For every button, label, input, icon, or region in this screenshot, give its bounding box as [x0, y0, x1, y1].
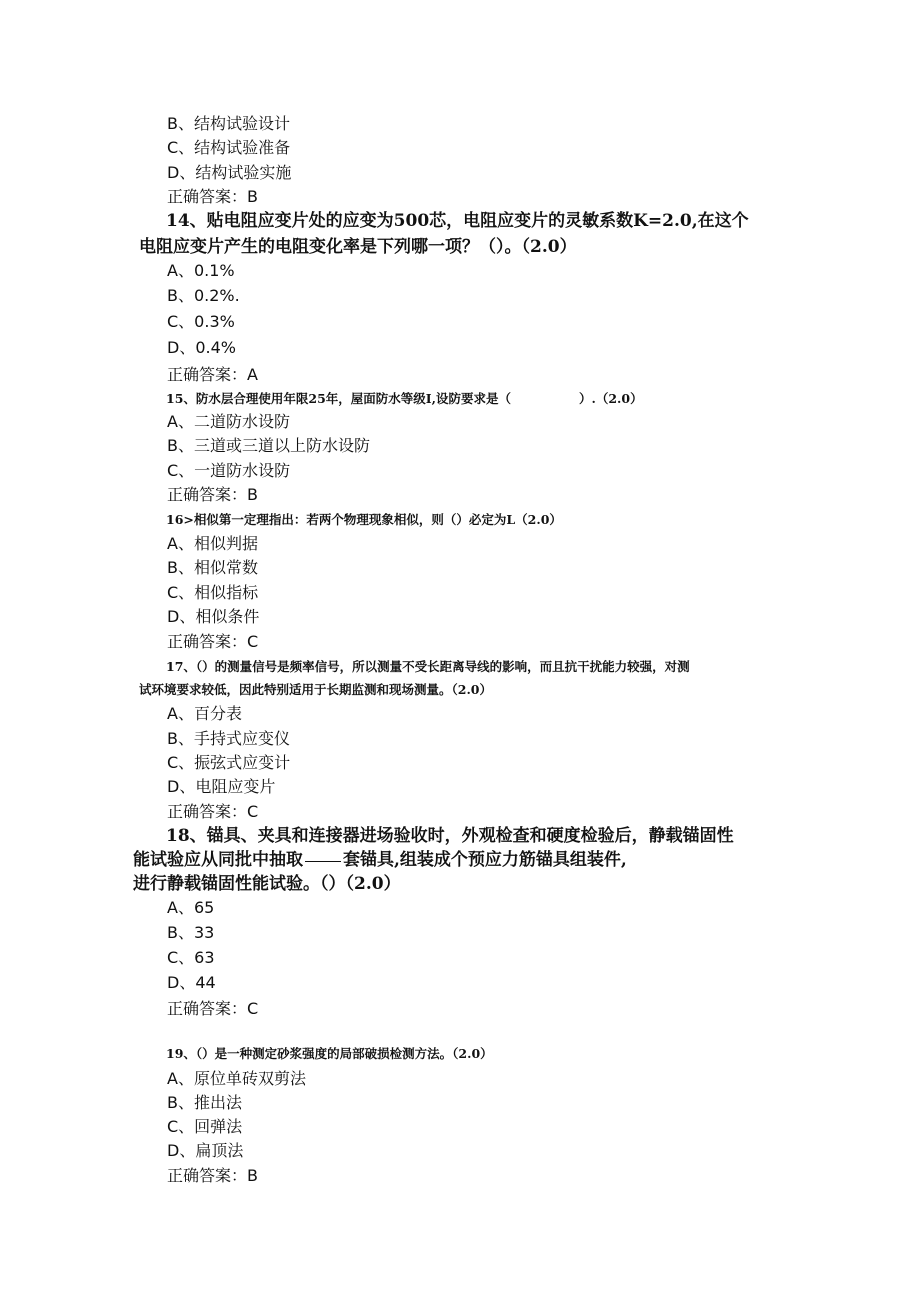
option-c: C、回弹法	[167, 1117, 243, 1136]
answer: 正确答案：C	[167, 802, 259, 821]
option-d: D、结构试验实施	[167, 163, 292, 182]
option-b: B、相似常数	[167, 558, 258, 577]
option-a: A、65	[167, 898, 215, 917]
option-c: C、63	[167, 948, 215, 967]
option-a: A、0.1%	[167, 261, 235, 280]
option-d: D、电阻应变片	[167, 777, 276, 796]
question-18-line3: 进行静载锚固性能试验。（）（2.0）	[133, 874, 401, 894]
question-18-text: 能试验应从同批中抽取	[133, 850, 303, 870]
answer: 正确答案：B	[167, 485, 258, 504]
option-b: B、33	[167, 923, 215, 942]
option-c: C、相似指标	[167, 583, 259, 602]
answer: 正确答案：B	[167, 187, 258, 206]
question-14-line1: 14、贴电阻应变片处的应变为500芯，电阻应变片的灵敏系数K=2.0,在这个	[166, 211, 749, 231]
question-15-text: 15、防水层合理使用年限25年，屋面防水等级I,设防要求是（	[166, 391, 511, 406]
option-c: C、一道防水设防	[167, 461, 291, 480]
option-b: B、三道或三道以上防水设防	[167, 436, 370, 455]
question-15	[166, 393, 643, 406]
question-17-line2: 试环境要求较低，因此特别适用于长期监测和现场测量。（2.0）	[139, 682, 492, 697]
question-16: 16>相似第一定理指出：若两个物理现象相似，则（）必定为L（2.0）	[166, 512, 562, 527]
question-18-line2	[133, 852, 627, 869]
question-18-line1: 18、锚具、夹具和连接器进场验收时，外观检查和硬度检验后，静载锚固性	[166, 826, 734, 846]
question-18-text-cont: 套锚具,组装成个预应力筋锚具组装件,	[343, 850, 627, 870]
option-d: D、0.4%	[167, 338, 236, 357]
option-a: A、相似判据	[167, 534, 258, 553]
fill-blank	[305, 861, 341, 862]
option-a: A、百分表	[167, 704, 242, 723]
answer: 正确答案：C	[167, 632, 259, 651]
question-17-line1: 17、（）的测量信号是频率信号，所以测量不受长距离导线的影响，而且抗干扰能力较强，对测	[166, 659, 690, 674]
option-a: A、二道防水设防	[167, 412, 290, 431]
option-d: D、44	[167, 973, 216, 992]
option-b: B、推出法	[167, 1093, 242, 1112]
answer: 正确答案：B	[167, 1166, 258, 1185]
option-d: D、扁顶法	[167, 1141, 244, 1160]
question-19: 19、（）是一种测定砂浆强度的局部破损检测方法。（2.0）	[166, 1046, 493, 1061]
option-c: C、结构试验准备	[167, 138, 291, 157]
option-b: B、结构试验设计	[167, 114, 290, 133]
option-c: C、0.3%	[167, 312, 235, 331]
answer: 正确答案：A	[167, 365, 258, 384]
option-c: C、振弦式应变计	[167, 753, 291, 772]
option-a: A、原位单砖双剪法	[167, 1069, 306, 1088]
question-14-line2: 电阻应变片产生的电阻变化率是下列哪一项？（）。（2.0）	[139, 237, 577, 257]
question-15-tail: ）.（2.0）	[579, 391, 643, 406]
answer: 正确答案：C	[167, 999, 259, 1018]
option-d: D、相似条件	[167, 607, 260, 626]
option-b: B、0.2%.	[167, 286, 240, 305]
option-b: B、手持式应变仪	[167, 729, 290, 748]
